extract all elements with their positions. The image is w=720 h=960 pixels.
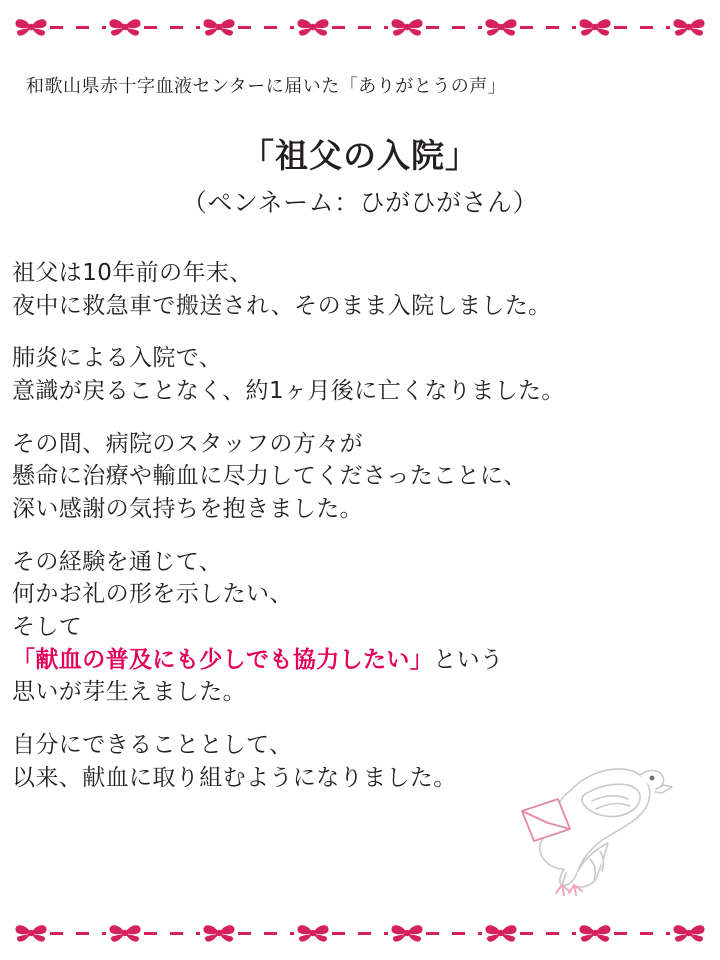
ribbon-dashes [330,920,390,946]
bottom-ribbon-border [0,910,720,956]
ribbon-bow-icon [390,14,424,40]
ribbon-dashes [236,14,296,40]
ribbon-bow-icon [202,920,236,946]
text-line: 思いが芽生えました。 [12,679,246,706]
ribbon-bow-icon [578,14,612,40]
ribbon-bow-icon [14,14,48,40]
intro-line: 和歌山県赤十字血液センターに届いた「ありがとうの声」 [26,76,507,97]
letter-body [12,257,720,794]
pen-name: （ペンネーム：ひがひがさん） [181,188,539,217]
ribbon-dashes [612,920,672,946]
ribbon-bow-icon [108,920,142,946]
letter-content [0,58,720,814]
ribbon-dashes [612,14,672,40]
ribbon-bow-icon [390,920,424,946]
ribbon-dashes [330,14,390,40]
ribbon-bow-icon [484,14,518,40]
ribbon-bow-icon [578,920,612,946]
text-line: 祖父は10年前の年末、 [12,260,253,286]
text-line: 深い感謝の気持ちを抱きました。 [12,495,363,522]
ribbon-dashes [518,14,578,40]
highlight-text: 「献血の普及にも少しでも協力したい」 [12,646,434,673]
text-line: 何かお礼の形を示したい、 [12,581,293,608]
ribbon-bow-icon [108,14,142,40]
paragraph [12,342,720,407]
ribbon-bow-icon [484,920,518,946]
paragraph [12,428,720,526]
paragraph [12,257,720,322]
ribbon-bow-icon [672,920,706,946]
dove-with-letter-icon [512,729,692,904]
page-title: 「祖父の入院」 [241,136,479,175]
text-line: 夜中に救急車で搬送され、そのまま入院しました。 [12,292,552,319]
ribbon-dashes [142,14,202,40]
ribbon-dashes [48,920,108,946]
text-line: 懸命に治療や輸血に尽力してくださったことに、 [12,463,527,490]
ribbon-bow-icon [14,920,48,946]
ribbon-dashes [518,920,578,946]
text-line: その経験を通じて、 [12,548,223,575]
ribbon-dashes [142,920,202,946]
ribbon-bow-icon [296,920,330,946]
ribbon-dashes [48,14,108,40]
paragraph [12,546,720,709]
highlight-suffix: という [433,646,504,673]
text-line: そして [12,613,83,640]
ribbon-bow-icon [202,14,236,40]
ribbon-dashes [424,14,484,40]
text-line: 自分にできることとして、 [12,731,293,758]
ribbon-dashes [424,920,484,946]
ribbon-dashes [236,920,296,946]
text-line: その間、病院のスタッフの方々が [12,430,363,457]
highlight-line [12,644,720,677]
ribbon-bow-icon [296,14,330,40]
text-line: 意識が戻ることなく、約1ヶ月後に亡くなりました。 [12,377,565,404]
top-ribbon-border [0,4,720,50]
text-line: 肺炎による入院で、 [12,345,223,372]
text-line: 以来、献血に取り組むようになりました。 [12,764,457,791]
ribbon-bow-icon [672,14,706,40]
